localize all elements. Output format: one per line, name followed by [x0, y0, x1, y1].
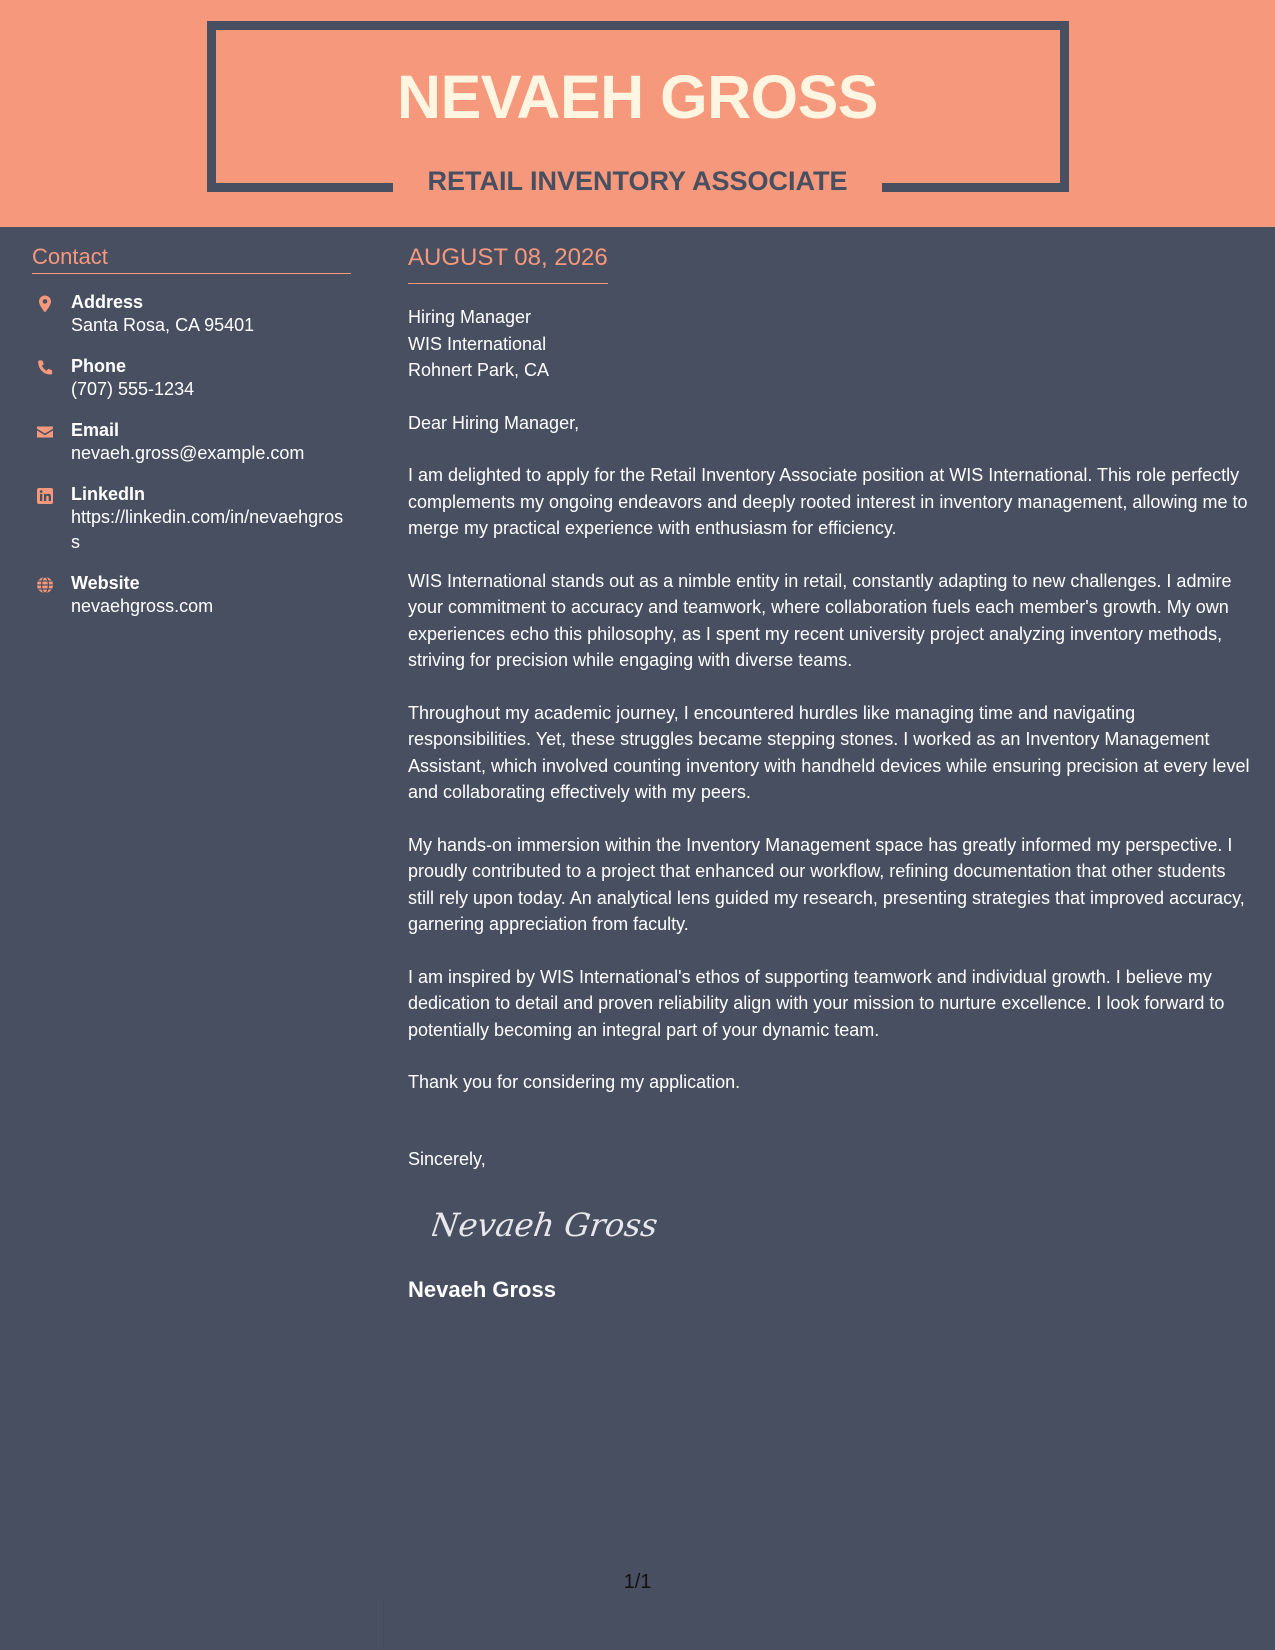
letter-text	[408, 410, 1253, 1096]
header-banner	[0, 0, 1275, 227]
contact-address	[32, 291, 351, 338]
contact-sidebar	[32, 244, 351, 619]
email-value: nevaeh.gross@example.com	[71, 443, 305, 463]
contact-heading: Contact	[32, 244, 351, 274]
contact-website	[32, 572, 351, 619]
contact-email	[32, 419, 351, 466]
location-pin-icon	[35, 294, 55, 314]
paragraph: My hands-on immersion within the Inventory Management space has greatly informed my perspective. I proudly contributed to a project that enhanced our workflow, refining documentation that other students still rely upon today. An analytical lens guided my research, presenting strategies that improved accuracy, garnering appreciation from faculty.	[408, 834, 1245, 934]
address-label: Address	[71, 292, 144, 312]
letter-date: AUGUST 08, 2026	[408, 244, 608, 284]
recipient-line: WIS International	[408, 333, 547, 354]
recipient-line: Hiring Manager	[408, 307, 532, 327]
greeting: Dear Hiring Manager,	[408, 412, 580, 433]
email-icon	[35, 422, 55, 442]
linkedin-icon	[35, 486, 55, 506]
contact-phone	[32, 355, 351, 402]
signer-name: Nevaeh Gross	[408, 1276, 556, 1302]
paragraph: I am delighted to apply for the Retail Inventory Associate position at WIS International. This role perfectly complements my ongoing endeavors and deeply rooted interest in inventory management, allowing me to merge my practical experience with enthusiasm for efficiency.	[408, 465, 1248, 538]
phone-icon	[35, 358, 55, 378]
email-label: Email	[71, 420, 120, 440]
letter-body	[408, 244, 1253, 1303]
job-title: RETAIL INVENTORY ASSOCIATE	[427, 166, 848, 196]
paragraph: Throughout my academic journey, I encountered hurdles like managing time and navigating responsibilities. Yet, these struggles became stepping stones. I worked as an Inventory Management Assistant, which involved counting inventory with handheld devices while ensuring precision at every level and collaborating effectively with my peers.	[408, 702, 1250, 802]
column-divider	[383, 1600, 384, 1650]
handwritten-signature	[432, 1202, 672, 1248]
recipient-block	[408, 304, 1253, 384]
phone-label: Phone	[71, 356, 127, 376]
linkedin-value[interactable]: https://linkedin.com/in/nevaehgross	[71, 507, 344, 552]
closing: Sincerely,	[408, 1148, 486, 1169]
page-number: 1/1	[623, 1571, 652, 1593]
linkedin-label: LinkedIn	[71, 484, 146, 504]
website-value[interactable]: nevaehgross.com	[71, 596, 214, 616]
signature-text: Nevaeh Gross	[432, 1205, 661, 1244]
address-value: Santa Rosa, CA 95401	[71, 315, 255, 335]
contact-linkedin	[32, 483, 351, 555]
paragraph: Thank you for considering my application.	[408, 1072, 741, 1092]
phone-value: (707) 555-1234	[71, 379, 195, 399]
website-label: Website	[71, 573, 140, 593]
paragraph: I am inspired by WIS International's ethos of supporting teamwork and individual growth. I believe my dedication to detail and proven reliability align with your mission to nurture excellence. I look forward to potentially becoming an integral part of your dynamic team.	[408, 966, 1225, 1040]
globe-icon	[35, 575, 55, 595]
paragraph: WIS International stands out as a nimble entity in retail, constantly adapting to new challenges. I admire your commitment to accuracy and teamwork, where collaboration fuels each member's growth. My own experiences echo this philosophy, as I spent my recent university project analyzing inventory methods, striving for precision while engaging with diverse teams.	[408, 570, 1232, 670]
applicant-name: NEVAEH GROSS	[397, 63, 878, 131]
recipient-line: Rohnert Park, CA	[408, 360, 550, 380]
